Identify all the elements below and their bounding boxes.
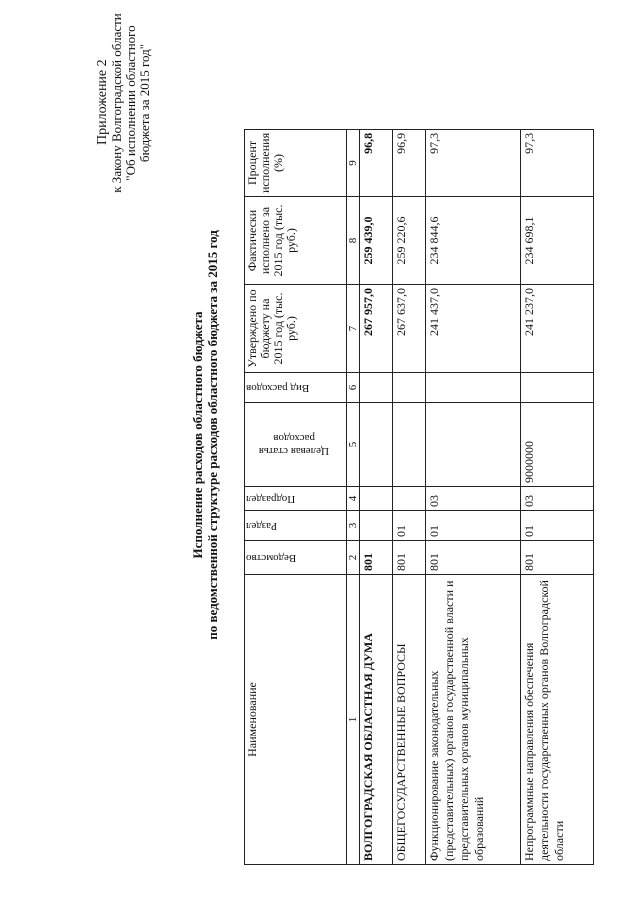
row-type (426, 373, 521, 403)
col-header-dept: Ведомство (245, 541, 347, 575)
table-header-row (245, 129, 347, 864)
column-number: 9 (347, 129, 360, 196)
title-line: Исполнение расходов областного бюджета (190, 311, 205, 559)
row-name: Непрограммные направления обеспечения деятельности государственных органов Волгоградской области (521, 575, 594, 865)
row-actual: 234 698,1 (521, 197, 594, 285)
row-section (360, 511, 393, 541)
row-dept: 801 (393, 541, 426, 575)
document-title (190, 85, 220, 785)
row-section: 01 (393, 511, 426, 541)
col-header-section: Раздел (245, 511, 347, 541)
row-name: ОБЩЕГОСУДАРСТВЕННЫЕ ВОПРОСЫ (393, 575, 426, 865)
column-number: 3 (347, 511, 360, 541)
row-percent: 97,3 (521, 129, 594, 196)
table-row (393, 129, 426, 864)
row-type (393, 373, 426, 403)
column-number-row (347, 129, 360, 864)
law-ref-line: "Об исполнении областного (123, 25, 138, 181)
row-dept: 801 (360, 541, 393, 575)
row-approved: 267 957,0 (360, 285, 393, 373)
row-target: 9000000 (521, 403, 594, 487)
row-subsection (393, 487, 426, 511)
column-number: 8 (347, 197, 360, 285)
expenditure-table (244, 129, 594, 865)
col-header-subsection: Подраздел (245, 487, 347, 511)
row-percent: 96,8 (360, 129, 393, 196)
title-line: по ведомственной структуре расходов областного бюджета за 2015 год (205, 230, 220, 640)
table-row (360, 129, 393, 864)
column-number: 4 (347, 487, 360, 511)
column-number: 5 (347, 403, 360, 487)
row-actual: 259 220,6 (393, 197, 426, 285)
column-number: 6 (347, 373, 360, 403)
table-row (521, 129, 594, 864)
law-ref-line: бюджета за 2015 год" (137, 43, 152, 163)
row-approved: 241 237,0 (521, 285, 594, 373)
row-target (393, 403, 426, 487)
row-subsection: 03 (521, 487, 594, 511)
appendix-title: Приложение 2 (95, 59, 110, 145)
row-name: Функционирование законодательных (представительных) органов государственной власти и представительных органов муниципальных образований (426, 575, 521, 865)
row-name: ВОЛГОГРАДСКАЯ ОБЛАСТНАЯ ДУМА (360, 575, 393, 865)
row-section: 01 (521, 511, 594, 541)
row-type (521, 373, 594, 403)
col-header-name: Наименование (245, 575, 347, 865)
row-section: 01 (426, 511, 521, 541)
row-approved: 267 637,0 (393, 285, 426, 373)
row-target (360, 403, 393, 487)
col-header-approved: Утверждено по бюджету на 2015 год (тыс. руб.) (245, 285, 347, 373)
table-row (426, 129, 521, 864)
column-number: 1 (347, 575, 360, 865)
row-type (360, 373, 393, 403)
row-target (426, 403, 521, 487)
col-header-actual: Фактически исполнено за 2015 год (тыс. руб.) (245, 197, 347, 285)
appendix-law-reference (110, 3, 152, 203)
row-percent: 97,3 (426, 129, 521, 196)
row-actual: 234 844,6 (426, 197, 521, 285)
row-dept: 801 (521, 541, 594, 575)
row-subsection (360, 487, 393, 511)
row-percent: 96,9 (393, 129, 426, 196)
law-ref-line: к Закону Волгоградской области (109, 13, 124, 193)
row-approved: 241 437,0 (426, 285, 521, 373)
column-number: 7 (347, 285, 360, 373)
row-actual: 259 439,0 (360, 197, 393, 285)
column-number: 2 (347, 541, 360, 575)
col-header-target: Целевая статья расходов (245, 403, 347, 487)
row-subsection: 03 (426, 487, 521, 511)
col-header-type: Вид расходов (245, 373, 347, 403)
col-header-percent: Процент исполнения (%) (245, 129, 347, 196)
row-dept: 801 (426, 541, 521, 575)
